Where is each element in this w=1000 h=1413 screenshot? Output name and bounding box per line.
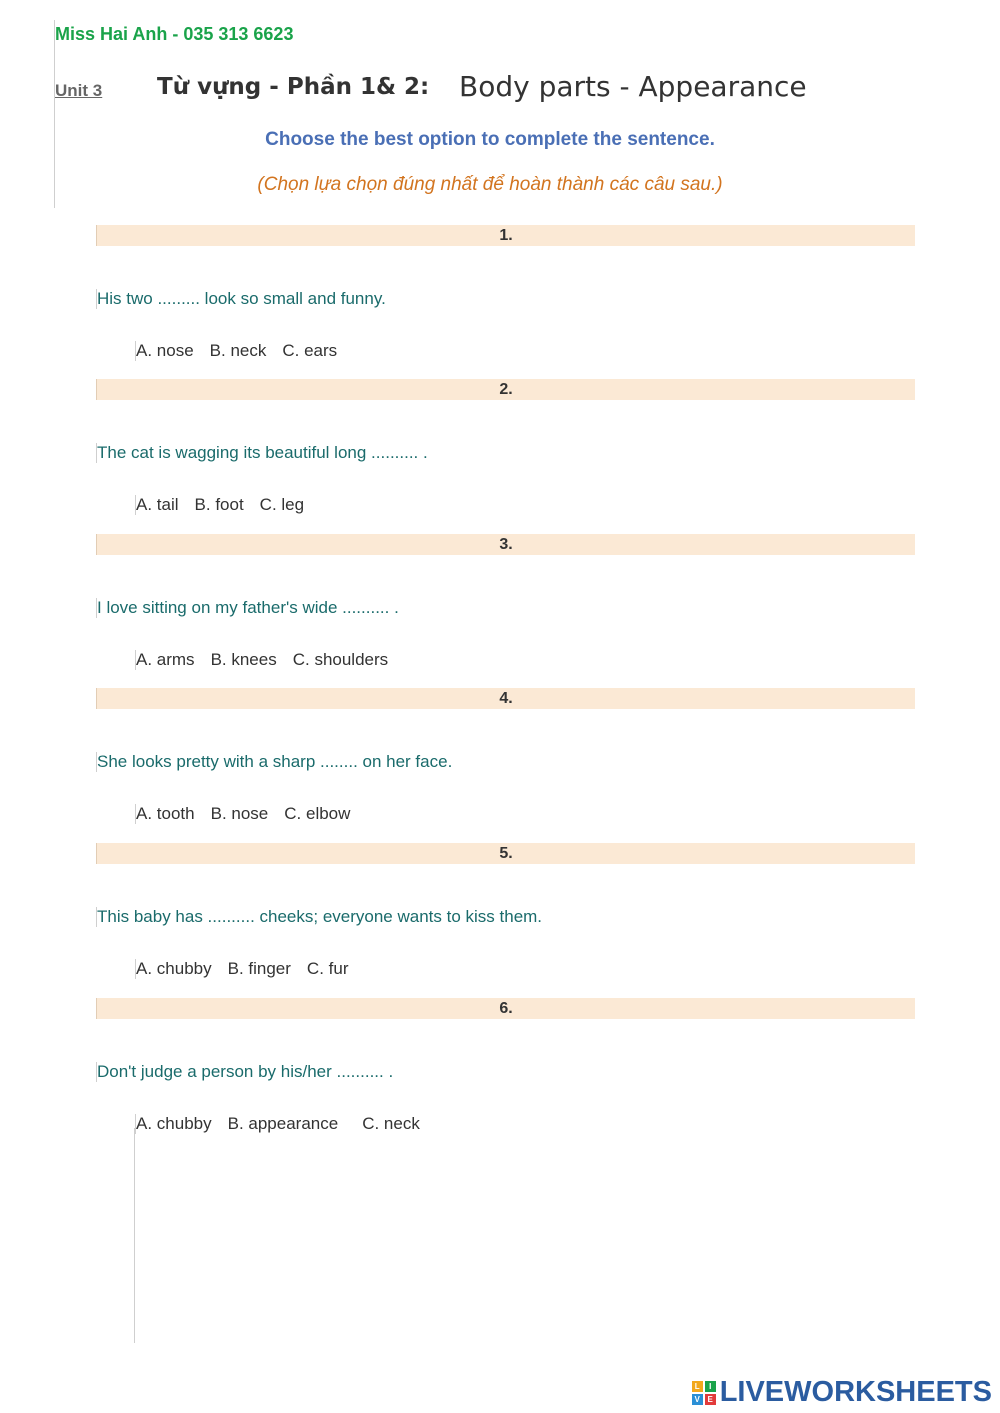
option-c[interactable]: C. fur	[306, 959, 349, 978]
question-header	[96, 998, 915, 1019]
instruction: Choose the best option to complete the sentence.	[265, 129, 715, 150]
option-a[interactable]: A. chubby	[136, 959, 212, 978]
question-text: His two ......... look so small and funny.	[97, 289, 386, 308]
option-b[interactable]: B. neck	[209, 341, 267, 360]
page-title: Body parts - Appearance	[459, 70, 807, 103]
question-number: 1.	[499, 227, 513, 244]
option-a[interactable]: A. tooth	[136, 804, 195, 823]
option-b[interactable]: B. knees	[210, 650, 277, 669]
question-header	[96, 688, 915, 709]
question-number: 5.	[499, 845, 513, 862]
option-a[interactable]: A. arms	[136, 650, 195, 669]
question-text: Don't judge a person by his/her .......... .	[97, 1062, 394, 1081]
option-c[interactable]: C. neck	[362, 1114, 420, 1133]
option-b[interactable]: B. appearance	[227, 1114, 339, 1133]
options-row	[135, 495, 320, 515]
question-text: She looks pretty with a sharp ........ on her face.	[97, 752, 453, 771]
option-c[interactable]: C. shoulders	[292, 650, 389, 669]
option-a[interactable]: A. chubby	[136, 1114, 212, 1133]
question-number: 3.	[499, 536, 513, 553]
options-row	[135, 650, 404, 670]
option-c[interactable]: C. ears	[282, 341, 338, 360]
option-c[interactable]: C. leg	[259, 495, 305, 514]
question-header	[96, 843, 915, 864]
question-header	[96, 225, 915, 246]
options-row	[135, 959, 364, 979]
option-a[interactable]: A. tail	[136, 495, 179, 514]
question-text: This baby has .......... cheeks; everyone wants to kiss them.	[97, 907, 543, 926]
options-row	[135, 804, 366, 824]
question-header	[96, 534, 915, 555]
logo-mark-letter: I	[705, 1381, 716, 1392]
options-row	[135, 341, 353, 361]
logo-mark-icon	[692, 1381, 716, 1405]
liveworksheets-logo	[692, 1376, 992, 1409]
question-header	[96, 379, 915, 400]
option-guide-line	[134, 1128, 135, 1343]
option-a[interactable]: A. nose	[136, 341, 194, 360]
option-b[interactable]: B. finger	[227, 959, 291, 978]
option-b[interactable]: B. foot	[194, 495, 244, 514]
logo-mark-letter: E	[705, 1394, 716, 1405]
section-title: Từ vựng - Phần 1& 2:	[157, 74, 430, 100]
brand-name: LIVEWORKSHEETS	[719, 1376, 992, 1408]
option-b[interactable]: B. nose	[210, 804, 269, 823]
question-text: The cat is wagging its beautiful long .......... .	[97, 443, 428, 462]
instruction-vietnamese: (Chọn lựa chọn đúng nhất để hoàn thành các câu sau.)	[257, 174, 723, 195]
author-label: Miss Hai Anh - 035 313 6623	[55, 24, 294, 44]
unit-label: Unit 3	[55, 81, 103, 100]
question-text: I love sitting on my father's wide .......... .	[97, 598, 399, 617]
options-row	[135, 1114, 436, 1134]
option-c[interactable]: C. elbow	[284, 804, 351, 823]
question-number: 4.	[499, 690, 513, 707]
question-number: 6.	[499, 1000, 513, 1017]
logo-mark-letter: L	[692, 1381, 703, 1392]
logo-mark-letter: V	[692, 1394, 703, 1405]
question-number: 2.	[499, 381, 513, 398]
